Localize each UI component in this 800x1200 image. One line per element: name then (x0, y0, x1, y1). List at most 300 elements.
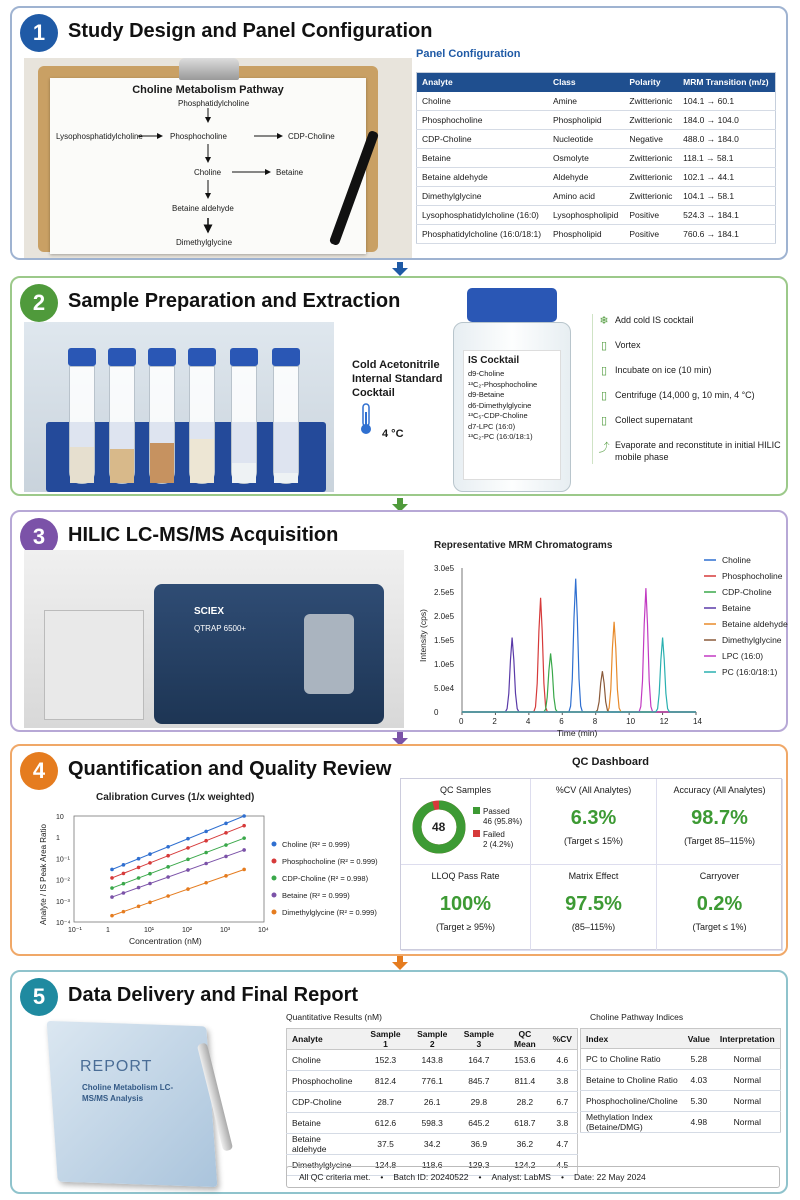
table-cell: Dimethylglycine (417, 187, 548, 206)
table-cell: 6.7 (548, 1092, 578, 1113)
chromatogram-series (462, 579, 696, 712)
thermometer-icon (358, 402, 374, 436)
table-row (287, 1113, 578, 1134)
mrm-chromatogram-chart (412, 526, 788, 738)
calibration-point (166, 865, 170, 869)
table-row (287, 1050, 578, 1071)
table-cell: 3.8 (548, 1113, 578, 1134)
prep-step-text: Incubate on ice (10 min) (615, 365, 712, 375)
table-cell: 164.7 (456, 1050, 503, 1071)
prep-step (593, 364, 782, 389)
calibration-point (204, 862, 208, 866)
table-cell: 153.6 (502, 1050, 547, 1071)
table-cell: Betaine to Choline Ratio (581, 1070, 683, 1091)
pathway-node-lysophosphatidylcholine: Lysophosphatidylcholine (56, 132, 143, 141)
y-tick-label: 5.0e4 (434, 684, 455, 693)
table-cell: CDP-Choline (287, 1092, 363, 1113)
qc-metric-cv: %CV (All Analytes) 6.3% (Target ≤ 15%) (531, 779, 657, 865)
table-cell: 811.4 (502, 1071, 547, 1092)
y-tick-label: 2.5e5 (434, 588, 455, 597)
legend-label: Betaine aldehyde (722, 619, 788, 629)
table-cell: Betaine aldehyde (287, 1134, 363, 1155)
bottle-item: d9-Choline (468, 369, 505, 378)
table-cell: Zwitterionic (624, 187, 678, 206)
qc-dashboard (400, 778, 782, 950)
qc-samples-card (401, 779, 531, 865)
table-row (417, 92, 776, 111)
table-header: Analyte (417, 73, 548, 92)
prep-step (593, 439, 782, 464)
table-row (417, 111, 776, 130)
qc-dashboard-title: QC Dashboard (572, 756, 650, 768)
legend-label: LPC (16:0) (722, 651, 764, 661)
footer-batch: Batch ID: 20240522 (393, 1172, 469, 1182)
table-row (417, 130, 776, 149)
table-cell: 124.8 (362, 1155, 409, 1176)
table-cell: Lysophospholipid (548, 206, 624, 225)
table-row (581, 1049, 781, 1070)
calibration-point (204, 830, 208, 834)
table-header: Index (581, 1029, 683, 1049)
table-cell: 118.6 (409, 1155, 456, 1176)
is-cocktail-label: Cold Acetonitrile Internal Standard Cocktail (352, 359, 443, 399)
x-tick-label: 10⁴ (258, 927, 269, 934)
table-cell: Positive (624, 206, 678, 225)
calibration-point (166, 875, 170, 879)
y-tick-label: 0 (434, 708, 439, 717)
x-axis-label: Time (min) (557, 728, 598, 738)
table-cell: Normal (715, 1070, 780, 1091)
lc-system (44, 610, 144, 720)
calibration-point (110, 886, 114, 890)
table-header: QC Mean (502, 1029, 547, 1050)
calibration-point (166, 845, 170, 849)
y-tick-label: 10⁻³ (56, 898, 70, 906)
results-title: Quantitative Results (nM) (286, 1012, 382, 1022)
table-row (581, 1070, 781, 1091)
pathway-sheet (50, 78, 366, 254)
prep-step-text: Add cold IS cocktail (615, 315, 694, 325)
table-header: Sample 2 (409, 1029, 456, 1050)
table-cell: 104.1 → 58.1 (678, 187, 775, 206)
prep-step (593, 339, 782, 364)
prep-step-text: Evaporate and reconstitute in initial HILIC mobile phase (615, 440, 781, 462)
calibration-point (186, 837, 190, 841)
calibration-point (122, 891, 126, 895)
bottle-item: d9-Betaine (468, 390, 505, 399)
prep-step-text: Vortex (615, 340, 641, 350)
table-header: Analyte (287, 1029, 363, 1050)
tube-rack-illustration (24, 322, 334, 492)
panel-config-title: Panel Configuration (416, 48, 521, 60)
x-tick-label: 2 (492, 717, 497, 726)
tube-icon: ▯ (600, 340, 608, 352)
y-tick-label: 1.5e5 (434, 636, 455, 645)
section-sample-prep (10, 276, 788, 496)
y-axis-label: Intensity (cps) (418, 609, 428, 662)
table-row (581, 1091, 781, 1112)
table-cell: Phosphocholine (417, 111, 548, 130)
section-title: Data Delivery and Final Report (68, 984, 359, 1006)
calibration-point (186, 846, 190, 850)
tube-icon: ▯ (600, 415, 608, 427)
table-cell: Lysophosphatidylcholine (16:0) (417, 206, 548, 225)
table-header: Class (548, 73, 624, 92)
section-title: HILIC LC-MS/MS Acquisition (68, 524, 339, 546)
clipboard-clip (179, 58, 239, 80)
report-footer: All QC criteria met. • Batch ID: 20240522 • Analyst: LabMS • Date: 22 May 2024 (286, 1166, 780, 1188)
results-table (286, 1028, 578, 1176)
bottle-item: ¹³C₂-PC (16:0/18:1) (468, 432, 533, 441)
report-heading: REPORT (80, 1058, 153, 1075)
y-axis-label: Analyte / IS Peak Area Ratio (39, 824, 48, 925)
table-cell: Phosphocholine (287, 1071, 363, 1092)
table-cell: Positive (624, 225, 678, 244)
table-cell: Choline (287, 1050, 363, 1071)
footer-date: Date: 22 May 2024 (573, 1172, 646, 1182)
calibration-point (224, 831, 228, 835)
table-row (287, 1071, 578, 1092)
table-cell: 4.7 (548, 1134, 578, 1155)
table-cell: 37.5 (362, 1134, 409, 1155)
qc-metric-carryover: Carryover 0.2% (Target ≤ 1%) (657, 865, 783, 951)
calibration-point (148, 852, 152, 856)
calibration-point (242, 848, 246, 852)
calibration-point (110, 914, 114, 918)
calibration-curve-chart (22, 786, 394, 954)
table-cell: 612.6 (362, 1113, 409, 1134)
calibration-point (224, 874, 228, 878)
footer-qc-note: All QC criteria met. (299, 1172, 371, 1182)
pathway-node-betaine: Betaine (276, 168, 304, 177)
table-row (417, 206, 776, 225)
legend-label: Phosphocholine (R² = 0.999) (282, 857, 378, 866)
prep-steps (592, 314, 782, 464)
pathway-node-choline: Choline (194, 168, 222, 177)
table-cell: 102.1 → 44.1 (678, 168, 775, 187)
table-cell: 118.1 → 58.1 (678, 149, 775, 168)
table-cell: Zwitterionic (624, 92, 678, 111)
calibration-point (166, 894, 170, 898)
table-cell: Amine (548, 92, 624, 111)
chart-title: Representative MRM Chromatograms (434, 540, 613, 551)
indices-title: Choline Pathway Indices (590, 1012, 684, 1022)
table-cell: Phospholipid (548, 225, 624, 244)
calibration-point (122, 882, 126, 886)
legend-label: PC (16:0/18:1) (722, 667, 778, 677)
calibration-point (137, 876, 141, 880)
table-cell: 760.6 → 184.1 (678, 225, 775, 244)
table-cell: Normal (715, 1049, 780, 1070)
calibration-point (137, 857, 141, 861)
report-subtitle: Choline Metabolism LC-MS/MS Analysis (82, 1083, 174, 1103)
calibration-line (112, 816, 244, 869)
x-axis-label: Concentration (nM) (129, 936, 202, 946)
x-tick-label: 10³ (220, 927, 231, 934)
section-quantification (10, 744, 788, 956)
temperature-value: 4 °C (382, 428, 404, 440)
table-cell: 488.0 → 184.0 (678, 130, 775, 149)
table-cell: Zwitterionic (624, 168, 678, 187)
table-header: Value (683, 1029, 715, 1049)
x-tick-label: 4 (525, 717, 531, 726)
legend-swatch (272, 842, 277, 847)
table-header: Polarity (624, 73, 678, 92)
snowflake-icon: ❄ (599, 315, 609, 327)
table-cell: 104.1 → 60.1 (678, 92, 775, 111)
calibration-point (242, 814, 246, 818)
report-cover (47, 1021, 218, 1187)
qc-metric-accuracy: Accuracy (All Analytes) 98.7% (Target 85–115%) (657, 779, 783, 865)
table-cell: 845.7 (456, 1071, 503, 1092)
calibration-point (122, 872, 126, 876)
calibration-point (204, 881, 208, 885)
table-header: %CV (548, 1029, 578, 1050)
x-tick-label: 0 (459, 717, 464, 726)
x-tick-label: 10 (626, 717, 636, 726)
table-cell: 5.30 (683, 1091, 715, 1112)
legend-label: CDP-Choline (R² = 0.998) (282, 874, 369, 883)
calibration-point (204, 851, 208, 855)
table-cell: 776.1 (409, 1071, 456, 1092)
legend-label: Phosphocholine (722, 571, 783, 581)
table-row (417, 225, 776, 244)
ms-instrument (154, 584, 384, 724)
table-cell: Normal (715, 1091, 780, 1112)
section-number-badge: 1 (20, 14, 58, 52)
qc-metric-lloq: LLOQ Pass Rate 100% (Target ≥ 95%) (401, 865, 531, 951)
legend-label: Choline (722, 555, 751, 565)
table-row (417, 168, 776, 187)
table-cell: 28.2 (502, 1092, 547, 1113)
calibration-point (137, 866, 141, 870)
table-cell: Phospholipid (548, 111, 624, 130)
table-cell: PC to Choline Ratio (581, 1049, 683, 1070)
mass-spectrometer-illustration (24, 550, 404, 728)
bottle-label (463, 350, 561, 480)
table-cell: 4.5 (548, 1155, 578, 1176)
y-tick-label: 10⁻¹ (56, 856, 70, 864)
section-number-badge: 5 (20, 978, 58, 1016)
table-cell: Dimethylglycine (287, 1155, 363, 1176)
table-cell: Phosphocholine/Choline (581, 1091, 683, 1112)
table-cell: 524.3 → 184.1 (678, 206, 775, 225)
instrument-brand: SCIEX (194, 606, 225, 617)
pathway-node-phosphocholine: Phosphocholine (170, 132, 227, 141)
qc-total: 48 (432, 820, 446, 834)
table-cell: 29.8 (456, 1092, 503, 1113)
calibration-point (242, 868, 246, 872)
x-tick-label: 12 (659, 717, 669, 726)
table-header: MRM Transition (m/z) (678, 73, 775, 92)
y-tick-label: 10 (56, 814, 64, 821)
clipboard-illustration (24, 58, 412, 258)
calibration-line (112, 838, 244, 888)
legend-swatch (272, 876, 277, 881)
table-row (287, 1092, 578, 1113)
y-tick-label: 3.0e5 (434, 564, 455, 573)
pathway-node-phosphatidylcholine: Phosphatidylcholine (178, 99, 250, 108)
table-header: Interpretation (715, 1029, 780, 1049)
bottle-title: IS Cocktail (468, 355, 520, 366)
table-cell: 129.3 (456, 1155, 503, 1176)
table-cell: 26.1 (409, 1092, 456, 1113)
legend-label: Dimethylglycine (R² = 0.999) (282, 908, 377, 917)
table-header: Sample 1 (362, 1029, 409, 1050)
table-header: Sample 3 (456, 1029, 503, 1050)
table-cell: Zwitterionic (624, 111, 678, 130)
calibration-point (137, 886, 141, 890)
y-tick-label: 1 (56, 835, 60, 843)
y-tick-label: 2.0e5 (434, 612, 455, 621)
prep-step (593, 414, 782, 439)
table-cell: Betaine (417, 149, 548, 168)
section-lcms (10, 510, 788, 738)
legend-label: Choline (R² = 0.999) (282, 840, 350, 849)
x-tick-label: 1 (106, 927, 110, 934)
table-row (581, 1112, 781, 1133)
table-cell: Betaine aldehyde (417, 168, 548, 187)
y-tick-label: 10⁻⁴ (56, 920, 71, 927)
legend-swatch (272, 859, 277, 864)
table-cell: 28.7 (362, 1092, 409, 1113)
table-cell: 36.2 (502, 1134, 547, 1155)
table-cell: 4.98 (683, 1112, 715, 1133)
prep-step (593, 389, 782, 414)
calibration-point (148, 872, 152, 876)
table-cell: Phosphatidylcholine (16:0/18:1) (417, 225, 548, 244)
table-cell: 184.0 → 104.0 (678, 111, 775, 130)
table-cell: 598.3 (409, 1113, 456, 1134)
table-cell: 618.7 (502, 1113, 547, 1134)
table-cell: 812.4 (362, 1071, 409, 1092)
section-number-badge: 4 (20, 752, 58, 790)
y-tick-label: 10⁻² (56, 877, 70, 885)
tube-icon: ▯ (600, 365, 608, 377)
prep-step-text: Centrifuge (14,000 g, 10 min, 4 °C) (615, 390, 755, 400)
table-cell: Amino acid (548, 187, 624, 206)
calibration-point (148, 861, 152, 865)
table-cell: Nucleotide (548, 130, 624, 149)
x-tick-label: 14 (693, 717, 702, 726)
calibration-point (110, 868, 114, 872)
table-cell: 645.2 (456, 1113, 503, 1134)
table-row (417, 187, 776, 206)
pathway-node-betaine-aldehyde: Betaine aldehyde (172, 204, 234, 213)
panel-config-table (416, 72, 776, 244)
calibration-point (242, 836, 246, 840)
legend-swatch (272, 910, 277, 915)
legend-label: CDP-Choline (722, 587, 772, 597)
calibration-point (224, 843, 228, 847)
qc-legend: Passed 46 (95.8%) Failed 2 (4.2%) (473, 807, 522, 850)
instrument-model: QTRAP 6500+ (194, 624, 247, 633)
qc-samples-title: QC Samples (439, 785, 492, 795)
table-cell: 34.2 (409, 1134, 456, 1155)
calibration-point (224, 822, 228, 826)
legend-swatch (272, 893, 277, 898)
table-cell: Choline (417, 92, 548, 111)
x-tick-label: 6 (559, 717, 564, 726)
section-study-design (10, 6, 788, 260)
x-tick-label: 8 (592, 717, 598, 726)
centrifuge-icon: ▯ (600, 390, 608, 402)
calibration-point (186, 858, 190, 862)
bottle-item: ¹³C₅-CDP-Choline (468, 411, 528, 420)
section-title: Quantification and Quality Review (68, 758, 392, 780)
table-cell: Betaine (287, 1113, 363, 1134)
prep-step (593, 314, 782, 339)
calibration-point (122, 863, 126, 867)
chromatogram-series (462, 588, 696, 712)
table-cell: Zwitterionic (624, 149, 678, 168)
calibration-line (112, 826, 244, 878)
x-tick-label: 10¹ (144, 927, 155, 934)
table-cell: Osmolyte (548, 149, 624, 168)
evaporate-icon: ⤴ (598, 442, 610, 454)
table-cell: Aldehyde (548, 168, 624, 187)
calibration-point (137, 905, 141, 909)
table-cell: Normal (715, 1112, 780, 1133)
table-cell: 5.28 (683, 1049, 715, 1070)
section-title: Study Design and Panel Configuration (68, 20, 433, 42)
calibration-point (242, 824, 246, 828)
pathway-node-cdp-choline: CDP-Choline (288, 132, 335, 141)
table-row (287, 1134, 578, 1155)
qc-donut-chart (411, 799, 467, 855)
calibration-point (186, 887, 190, 891)
calibration-point (122, 910, 126, 914)
table-cell: CDP-Choline (417, 130, 548, 149)
bottle-item: ¹³C₂-Phosphocholine (468, 379, 538, 389)
section-number-badge: 3 (20, 518, 58, 556)
section-title: Sample Preparation and Extraction (68, 290, 401, 312)
table-cell: 143.8 (409, 1050, 456, 1071)
table-cell: 152.3 (362, 1050, 409, 1071)
legend-label: Betaine (R² = 0.999) (282, 891, 350, 900)
table-cell: 124.2 (502, 1155, 547, 1176)
table-cell: 36.9 (456, 1134, 503, 1155)
table-row (417, 149, 776, 168)
legend-label: Betaine (722, 603, 751, 613)
chart-title: Calibration Curves (1/x weighted) (96, 792, 255, 803)
table-cell: Methylation Index (Betaine/DMG) (581, 1112, 683, 1133)
calibration-point (148, 882, 152, 886)
calibration-point (204, 839, 208, 843)
x-tick-label: 10⁻¹ (68, 927, 82, 934)
calibration-point (166, 854, 170, 858)
prep-step-text: Collect supernatant (615, 415, 693, 425)
footer-analyst: Analyst: LabMS (491, 1172, 551, 1182)
table-cell: 4.03 (683, 1070, 715, 1091)
calibration-point (148, 901, 152, 905)
bottle-item: d6-Dimethylglycine (468, 400, 532, 410)
pathway-title: Choline Metabolism Pathway (132, 84, 284, 96)
legend-label: Dimethylglycine (722, 635, 782, 645)
x-tick-label: 10² (182, 927, 193, 934)
table-cell: 4.6 (548, 1050, 578, 1071)
bottle-item: d7-LPC (16:0) (468, 421, 516, 431)
is-cocktail-bottle (447, 288, 577, 494)
table-cell: Negative (624, 130, 678, 149)
section-number-badge: 2 (20, 284, 58, 322)
indices-table (580, 1028, 781, 1133)
calibration-point (186, 868, 190, 872)
y-tick-label: 1.0e5 (434, 660, 455, 669)
pathway-node-dimethylglycine: Dimethylglycine (176, 238, 233, 247)
calibration-point (110, 876, 114, 880)
calibration-point (110, 895, 114, 899)
